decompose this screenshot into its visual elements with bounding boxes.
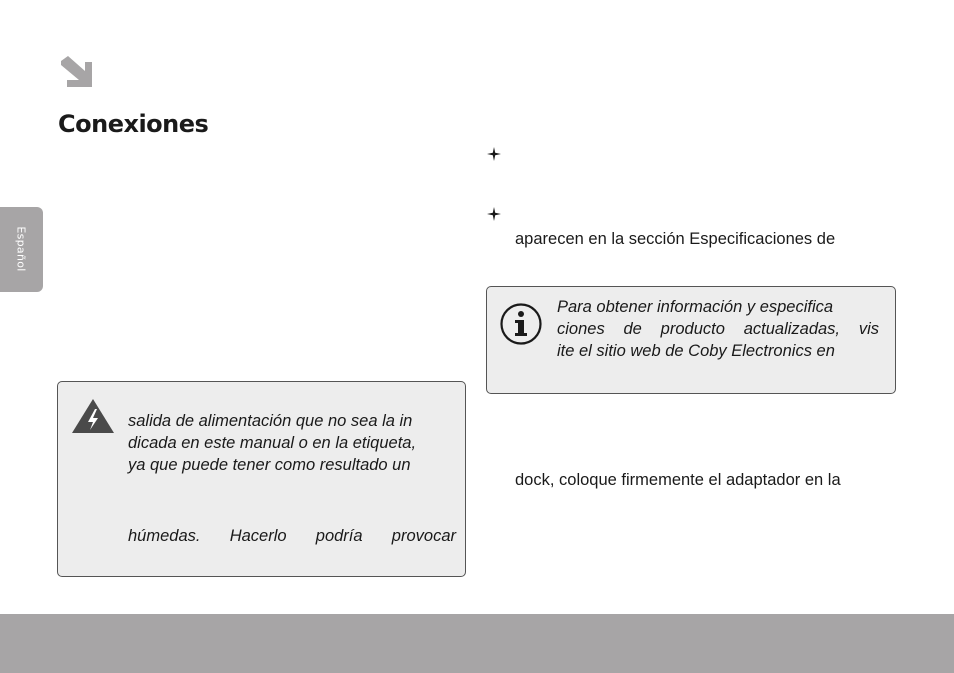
footer-bar [0, 614, 954, 673]
info-text-line: ite el sitio web de Coby Electronics en [557, 342, 835, 360]
electric-shock-warning-icon [71, 398, 115, 434]
warning-text-line: ya que puede tener como resultado un [128, 456, 411, 474]
bullet-star-icon [487, 207, 501, 221]
info-text-line: ciones de producto actualizadas, vis [557, 320, 879, 338]
language-side-tab [0, 207, 43, 292]
dock-instruction-text: dock, coloque firmemente el adaptador en la [515, 471, 841, 489]
warning-text-line: húmedas. Hacerlo podría provocar [128, 527, 456, 545]
warning-text-line: salida de alimentación que no sea la in [128, 412, 413, 430]
info-note-box [486, 286, 896, 394]
specifications-text: aparecen en la sección Especificaciones de [515, 230, 836, 248]
info-icon [499, 302, 543, 346]
bullet-star-icon [487, 147, 501, 161]
warning-text-line: dicada en este manual o en la etiqueta, [128, 434, 417, 452]
side-tab-label: Español [14, 226, 28, 272]
info-text-line: Para obtener información y especifica [557, 298, 834, 316]
section-arrow-icon [59, 55, 95, 89]
page-title: Conexiones [58, 110, 209, 138]
warning-note-box [57, 381, 466, 577]
